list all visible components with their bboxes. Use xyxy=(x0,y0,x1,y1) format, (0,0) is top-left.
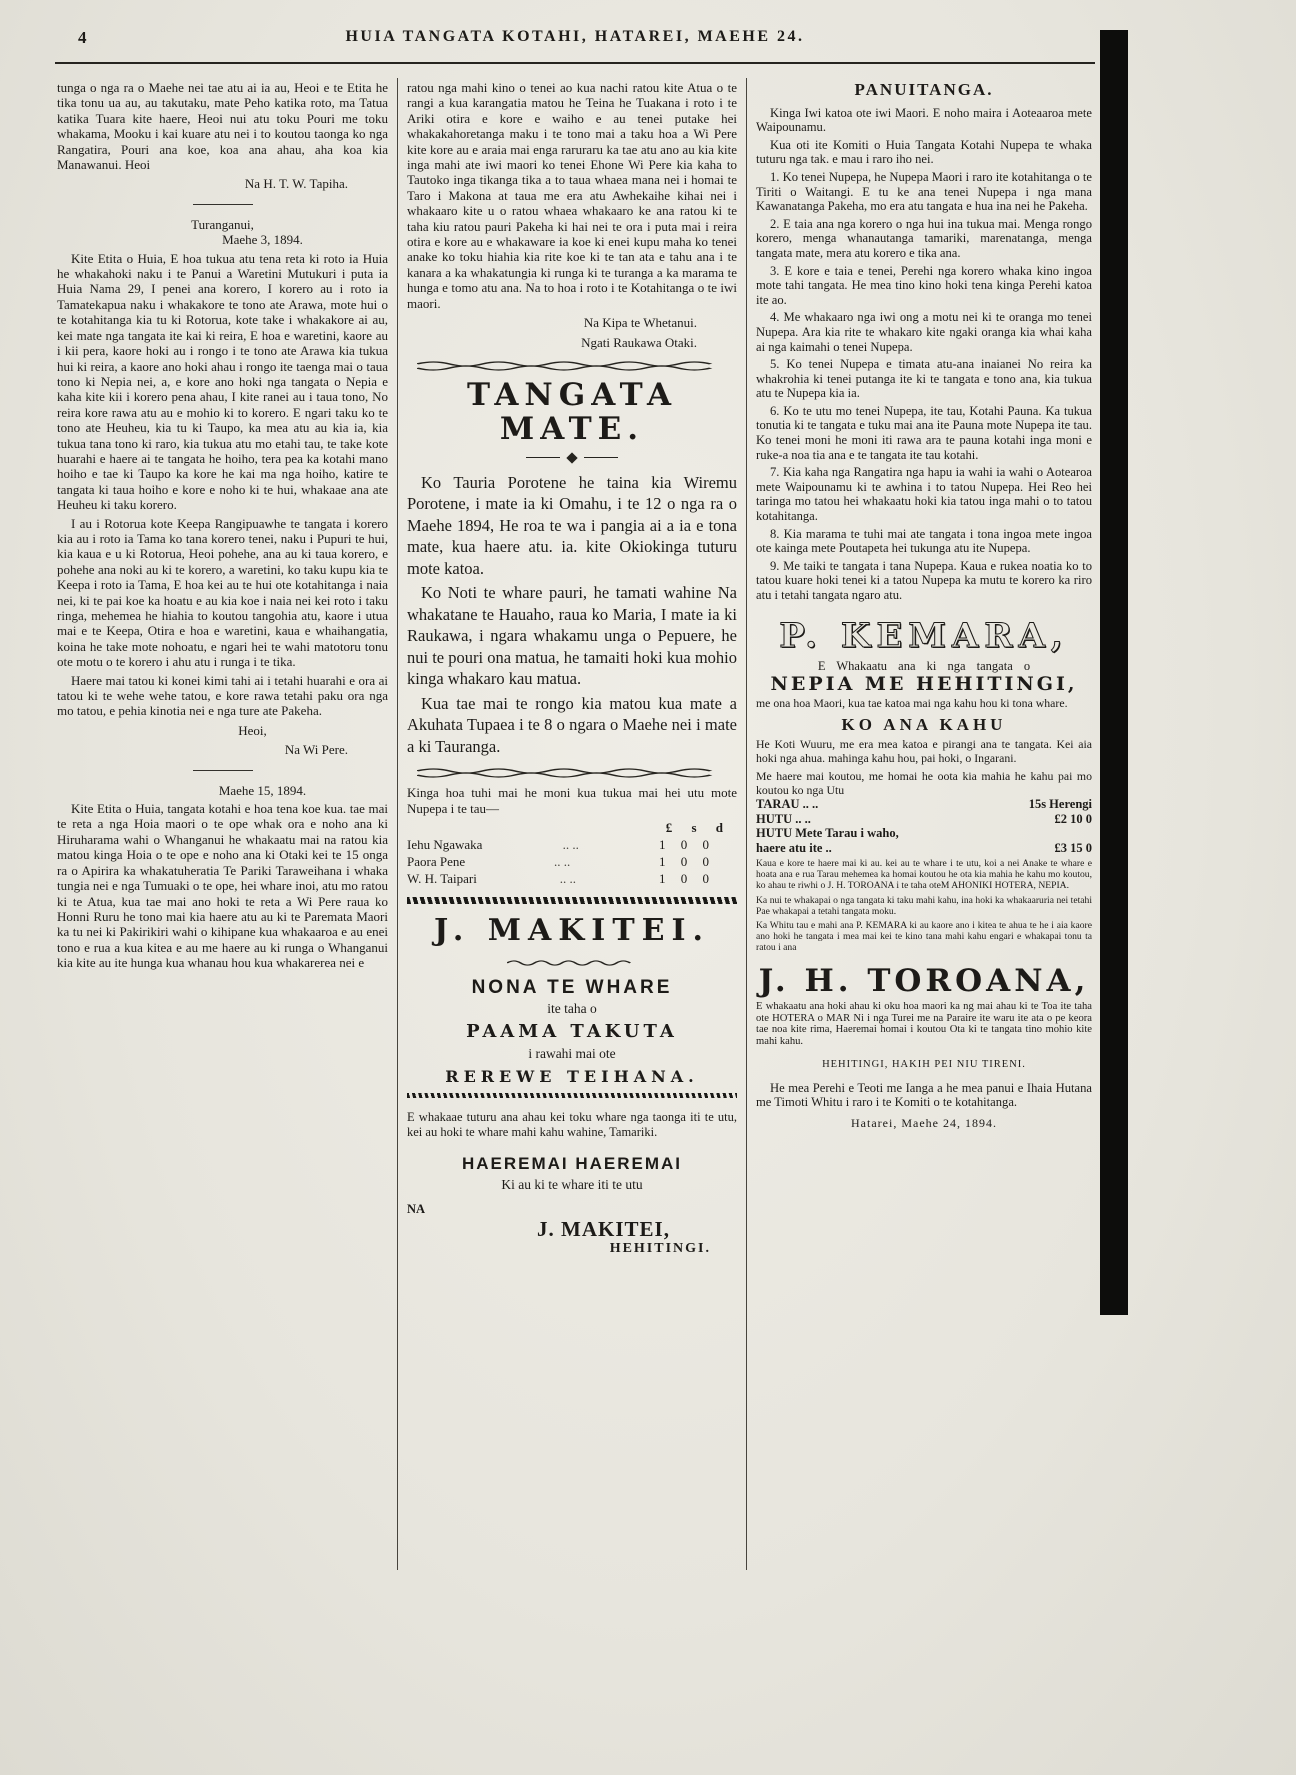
ad-fine-print: Ka nui te whakapai o nga tangata ki taku mahi kahu, ina hoki ka whakaaruria nei tetahi Pae whakapai a tetahi tangata moku. xyxy=(756,894,1092,917)
article-paragraph: Haere mai tatou ki konei kimi tahi ai i tetahi huarahi e ora ai tatou ki te wehe wehe tatou, e kore rawa tetahi paku ora nga mo tatou, e pehia kinotia nei e nga ture ate Pakeha. xyxy=(57,672,388,719)
price-label: HUTU .. .. xyxy=(756,811,811,826)
wavy-divider xyxy=(417,360,727,372)
notice-item: 8. Kia marama te tuhi mai ate tangata i tona ingoa mete ingoa ote kainga mete Poutapeta hei tukunga atu ite Nupepa. xyxy=(756,526,1092,556)
issue-dateline: Hatarei, Maehe 24, 1894. xyxy=(851,1115,997,1130)
header-rule xyxy=(55,62,1095,64)
subscriptions-intro: Kinga hoa tuhi mai he moni kua tukua mai hei utu mote Nupepa i te tau— xyxy=(407,785,737,816)
price-row xyxy=(756,797,1092,812)
squiggle-underline xyxy=(507,958,637,968)
dot-leader: .. .. xyxy=(553,853,571,869)
ad-body-text: He Koti Wuuru, me era mea katoa e pirangi ana te tangata. Kei aia hoki nga ahua. mahinga kahu hou, pai hoki, o Ingarani. xyxy=(756,736,1092,765)
ad-kemara xyxy=(756,617,1092,954)
price-value: 15s Herengi xyxy=(1028,797,1092,812)
section-title-tangata-mate: TANGATA MATE. xyxy=(466,376,678,447)
obituary-paragraph: Ko Tauria Porotene he taina kia Wiremu Porotene, i mate ia ki Omahu, i te 12 o nga ra o Maehe 1894, He roa te wa i pangia ai a ia e tona mate, kua haere atu. ia. kite Okiokinga tuturu mote katoa. xyxy=(407,472,737,578)
notice-item: 7. Kia kaha nga Rangatira nga hapu ia wahi ia wahi o Aotearoa mete Waipounamu ki te awhina i to tatou Nupepa. Hei Reo hei taringa mo tatou hei whakaatu hoki kia tatou inga mahi o to tatou kotahitanga. xyxy=(756,465,1092,524)
ad-line: ite taha o xyxy=(547,1001,597,1017)
price-label: haere atu ite .. xyxy=(756,840,832,855)
ad-line: NEPIA ME HEHITINGI, xyxy=(770,673,1078,696)
price-label: HUTU Mete Tarau i waho, xyxy=(756,826,899,841)
price-row xyxy=(756,826,1092,841)
notice-item: 4. Me whakaaro nga iwi ong a motu nei ki te oranga mo tenei Nupepa. Ara kia rite te whakaro kite ngaki oranga kia whai kaha ai nga kaimahi o tenei Nupepa. xyxy=(756,310,1092,354)
notice-item: 5. Ko tenei Nupepa e timata atu-ana inaianei No reira ka whakrohia ki tenei putanga ite ki te tangata e tono ana, kia tukua atu te Nupepa kia ia. xyxy=(756,357,1092,401)
article-paragraph: ratou nga mahi kino o tenei ao kua nachi ratou kite Atua o te rangi a kua karangatia matou he Teina he Tuakana i roto i te Ariki otira e kore e waiho e au tenei putake hei whakakahoretanga maku i te tono mai a taku hoa a Wi Pere kite kore au e araia mai enga raruraru ka tae atu ano au kia kite inga mahi ate iwi maori ko tenei Ehone Wi Pere kia kaha to Tautoko inga tikanga tika a to taua whaea mana nei i homai te Taro i Makona at taua me era atu Awhekaihe kihai nei i whakaaro kite u o ratou whaea whakaaro ke ana ratou ki te taha kiu ratou pauri Pakeha ki hai nei te ora i puta mai i reira otira e kore au e whakaware ia koe ki enei kupu maha ko tenei anake ko toku hiahia kia rite koe ki te tan ata e tahu ana i te kanara a ka whakatungia ki runga ki te turanga a ka marama te hunga e tomo atu ana. Na to hoa i roto i te Kotahitanga o te iwi maori. xyxy=(407,80,737,311)
subscriber-name: Paora Pene xyxy=(407,853,466,869)
price-value: £3 15 0 xyxy=(1054,840,1092,855)
ad-na: NA xyxy=(407,1202,426,1217)
ad-body-text: E whakaatu ana hoki ahau ki oku hoa maori ka ng mai ahau ki te Toa ite taha ote HOTERA o MAR Ni i nga Turei me na Paraire ite waru ite ata o pe keora tae noa kite rima, Haeremai homai i koutou Ota ki te tangata tino mohio kite mahi kahu. xyxy=(756,1000,1092,1048)
ad-line: NONA TE WHARE xyxy=(471,976,673,998)
dot-leader: .. .. xyxy=(559,870,577,886)
subscription-amount: 1 0 0 xyxy=(659,836,709,852)
ad-toroana-name: J. H. TOROANA, xyxy=(758,962,1090,999)
subscriptions-list xyxy=(407,785,737,886)
signature: Ngati Raukawa Otaki. xyxy=(581,334,697,350)
letter-place: Turanganui, xyxy=(191,216,254,232)
ad-location-line: HEHITINGI, HAKIH PEI NIU TIRENI. xyxy=(822,1058,1026,1070)
column-1 xyxy=(57,80,388,971)
letter-date: Maehe 15, 1894. xyxy=(218,782,307,798)
obituary-paragraph: Kua tae mai te rongo kia matou kua mate a Akuhata Tupaea i te 8 o ngara o Maehe nei i mate a ki Tauranga. xyxy=(407,693,737,756)
article-paragraph: Kite Etita o Huia, E hoa tukua atu tena reta ki roto ia Huia he whakahoki naku i te Panui a Waretini Mutukuri i puta ia Huia Nama 29, I penei ana korero, I korero au i roto ia Tamatekapua naku i whakakore te tono ate Arawa, mote hui o te kotahitanga kia tu ki Rotorua, kote take i whakakore ai au, kei mate nga tangata ite kai ki reira, E hoa e waretini, kaore au i kii pera, kaore hoki au i rongo i te tono ate Arawa kia tukua hui ki reira, a kaore ano hoki ahau i rongo ite taenga mai o taua tono ki Nepia nei, a, e kore ano hoki nga tangata o Nepia e kaha kite kii i korero pena ahau, I kite ranei au i taua tono, No reira kore rawa atu au e mohio ki to korero. E ngari taku ko te tono ate Heuheu, kia tu ki Taupo, ka mea atu au kia ia, kia tukua tana tono ki raro, kia tukua atu mo etahi tau, te take kote huarahi e haere ai te tangata he hoiho, tera pea ka kotahi mano hoiho e tae ki Taupo ka kore he kai ma nga hoiho, katire te tangata ki taua hoiho e kore e noho ki te hui, whakaae ana ate Heuheu ki taku korero. xyxy=(57,250,388,513)
ad-line: PAAMA TAKUTA xyxy=(466,1021,678,1043)
ad-kemara-name: P. KEMARA, xyxy=(779,615,1069,656)
subscriber-name: Iehu Ngawaka xyxy=(407,836,483,852)
ad-makitei xyxy=(407,914,737,1257)
ad-line: i rawahi mai ote xyxy=(528,1045,616,1061)
price-label: TARAU .. .. xyxy=(756,797,819,812)
letter-date: Maehe 3, 1894. xyxy=(222,232,303,248)
ad-line: E Whakaatu ana ki nga tangata o xyxy=(817,658,1031,673)
column-3 xyxy=(756,80,1092,1130)
hatched-rule xyxy=(407,1093,737,1098)
column-rule-2 xyxy=(746,78,747,1570)
page-number: 4 xyxy=(78,28,87,47)
ad-body-text: E whakaae tuturu ana ahau kei toku whare nga taonga iti te utu, kei au hoki te whare mahi kahu wahine, Tamariki. xyxy=(407,1109,737,1139)
ad-toroana xyxy=(756,964,1092,1073)
closing-word: Heoi, xyxy=(238,722,267,738)
dot-leader: .. .. xyxy=(562,836,579,852)
ad-line: KO ANA KAHU xyxy=(841,715,1007,735)
notice-paragraph: Kua oti ite Komiti o Huia Tangata Kotahi Nupepa te whaka tuturu nga tak. e mau i raro iho nei. xyxy=(756,137,1092,167)
subscription-amount: 1 0 0 xyxy=(659,853,709,869)
ad-haeremai: HAEREMAI HAEREMAI xyxy=(461,1153,683,1173)
ad-line: Ki au ki te whare iti te utu xyxy=(501,1177,643,1193)
notice-item: 3. E kore e taia e tenei, Perehi nga korero whaka kino ingoa mote tahi tangata. He mea tino kino hoki tena kinga Perehi katoa ite ao. xyxy=(756,263,1092,307)
ad-body-text: me ona hoa Maori, kua tae katoa mai nga kahu hou ki tona whare. xyxy=(756,695,1068,710)
notice-item: 6. Ko te utu mo tenei Nupepa, ite tau, Kotahi Pauna. Ka tukua tonutia ki te tangata e tuku mai ana ite Pauna mote Nupepa ite tau. Ko tenei moni he moni iti rawa ara te pauna kotahi inga moni e ruke-a noa tia ana e te tangata ite tau kotahi. xyxy=(756,403,1092,462)
wavy-divider xyxy=(417,767,727,779)
ad-fine-print: Ka Whitu tau e mahi ana P. KEMARA ki au kaore ano i kitea te ahua te he i aia kaore ano hoki he tangata i mea mai kei te kino tana mahi kahu engari e whakapai tonu ta ratou i ana xyxy=(756,920,1092,953)
section-divider xyxy=(193,204,253,205)
ad-signature: J. MAKITEI, xyxy=(537,1216,670,1241)
scan-edge-bar xyxy=(1100,30,1128,1315)
masthead: HUIA TANGATA KOTAHI, HATAREI, MAEHE 24. xyxy=(345,28,805,45)
subscription-amount: 1 0 0 xyxy=(659,870,709,886)
article-paragraph: tunga o nga ra o Maehe nei tae atu ai ia au, Heoi e te Etita he tika tonu ua au, au takutaku, mate Peho katika roto, ma Tatua katika Tuara kite haere, Heoi nui atu toku Pouri me toku whakama, Mooku i kai kuare atu nei i to koutou taonga ko nga Rangatira, Pouri ana koe, koa ana ahau, aha koa kia Manawanui. Heoi xyxy=(57,80,388,173)
column-2 xyxy=(407,80,737,1257)
notice-paragraph: Kinga Iwi katoa ote iwi Maori. E noho maira i Aoteaaroa mete Waipounamu. xyxy=(756,105,1092,135)
ad-makitei-name: J. MAKITEI. xyxy=(433,912,710,948)
ad-body-text: Me haere mai koutou, me homai he oota kia mahia he kahu pai mo koutou ko nga Utu xyxy=(756,769,1092,797)
currency-columns-header: £ s d xyxy=(665,820,723,836)
section-divider xyxy=(193,770,253,771)
ad-fine-print: Kaua e kore te haere mai ki au. kei au te whare i te utu, koi a nei Anake te whare e hoata ana e rua Tarau mehemea ka homai koutou he ota kia mahia he kahu mo koutou, ko ahau te riwhi o J. H. TOROANA i te taha oteM AHONIKI HOTERA, NEPIA. xyxy=(756,858,1092,891)
subscription-row xyxy=(407,870,737,887)
article-paragraph: Kite Etita o Huia, tangata kotahi e hoa tena koe kua. tae mai te reta a nga Hoia maori o te ope whak ora e noho ana ki Hiruharama wahi o Whanganui he whakaatu mai na ratou kia matou kinga Hoia o te ope e noho ana ki Otaki kei te 15 onga ra o Apirira ka whakatuheratia Te Pariki Taraweihana i whaka tungia nei e nga Tumuaki o te ope, hei whare inoi, atu mo ratou ki te Atua, kua tae mai ano hoki te reta a Wi Pere raua ko Honni Ruru he tono mai kia haere atu au ki te Paremata Maori ka tu nei ki Pakirikiri wahi o kihipane kua whakaaroa e au enei tono e rua a kua kitea e au me haere au ki runga o Whanganui kia kite au ite hunga kua whanau hou kua whakarerea nei e xyxy=(57,801,388,971)
notice-item: 9. Me taiki te tangata i tana Nupepa. Kaua e rukea noatia ko to tatou kuare hoki tenei ki a tatou Nupepa ka mutu te korero ka riro atu i tetahi tangata ngaro atu. xyxy=(756,558,1092,602)
ad-signature-role: HEHITINGI. xyxy=(609,1241,711,1257)
hatched-rule xyxy=(407,897,737,904)
signature: Na Kipa te Whetanui. xyxy=(583,315,697,331)
signature: Na Wi Pere. xyxy=(284,742,348,758)
column-rule-1 xyxy=(397,78,398,1570)
notice-item: 1. Ko tenei Nupepa, he Nupepa Maori i raro ite kotahitanga o te Tiriti o Waitangi. E tu ke ana tenei Nupepa i nga mana Kawanatanga Pakeha, mo era atu tangata e hua ina nei he Pakeha. xyxy=(756,169,1092,214)
imprint-paragraph: He mea Perehi e Teoti me Ianga a he mea panui e Ihaia Hutana me Timoti Whitu i raro i te Komiti o te kotahitanga. xyxy=(756,1080,1092,1110)
obituaries xyxy=(407,472,737,758)
panuitanga-title: PANUITANGA. xyxy=(854,80,994,99)
ornament-diamond xyxy=(407,454,737,462)
subscription-row xyxy=(407,836,737,853)
price-value: £2 10 0 xyxy=(1054,811,1092,826)
price-row xyxy=(756,812,1092,827)
obituary-paragraph: Ko Noti te whare pauri, he tamati wahine Na whakatane te Hauaho, raua ko Maria, I mate ia ki Raukawa, i ngara whakamu unga o Pepuere, he nui te pouri ona matua, he tamaiti hoki kua mohio kinga whakaro kau matua. xyxy=(407,583,737,689)
signature: Na H. T. W. Tapiha. xyxy=(244,176,348,192)
ad-line: REREWE TEIHANA. xyxy=(445,1067,699,1087)
panuitanga-notice xyxy=(756,80,1092,603)
notice-item: 2. E taia ana nga korero o nga hui ina tukua mai. Menga rongo korero, menga whanautanga tamariki, marenatanga, menga tangata mate, mera atu korero e tika ana. xyxy=(756,216,1092,260)
subscriber-name: W. H. Taipari xyxy=(407,870,477,886)
subscription-row xyxy=(407,853,737,870)
article-paragraph: I au i Rotorua kote Keepa Rangipuawhe te tangata i korero kia au i roto ia Tama ko tana korero tenei, naku i Pupuri te hui, kia kaua e u ki Rotorua, Heoi pohehe, ana au ki taua korero, e pohehe ana noki au ki te korero, a waretini, ko taku kupu kia te Keepa i roto ia Tama, E hoa kei au te hui ote kotahitanga i naia nei, ki te pai koe ka hoatu e au kia koe i naia nei kei roto i taku ringa, mehemea he hiahia to koutou tangohia atu, kaore i utua mai e te Keepa, Otira e hoa e waretini, kaua e whaihangatia, koina he take mote nohoatu, e ngari hei te wahi matotoru tonu ote motu o te korero i ahu atu i runga i te tika. xyxy=(57,515,388,670)
price-row xyxy=(756,841,1092,856)
